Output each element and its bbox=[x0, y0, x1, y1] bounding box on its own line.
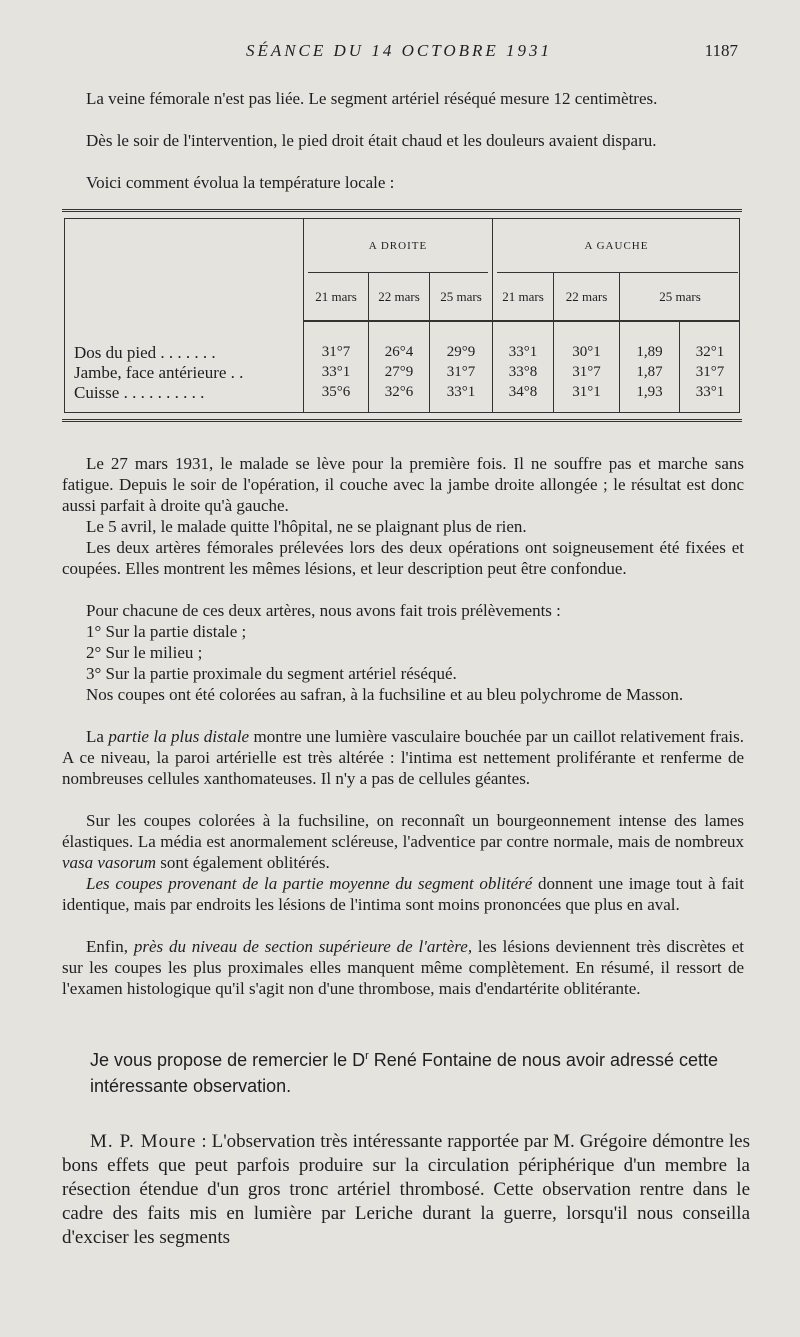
table-cell: 31°7 bbox=[572, 364, 601, 380]
row-label: Cuisse . . . . . . . . . . bbox=[74, 383, 205, 402]
discussion-paragraph: M. P. Moure : L'observation très intéressante rapportée par M. Grégoire démontre les bons effets que peut parfois produire sur la circulation périphérique d'un membre la résection étendue d'un gros tronc artériel thrombosé. Cette observation rentre dans le cadre des faits mis en lumière par Leriche durant la guerre, lorsqu'il nous conseilla d'exciser les segments bbox=[62, 1131, 750, 1248]
table-cell: 31°1 bbox=[572, 384, 601, 400]
speaker-name: M. P. Moure bbox=[90, 1131, 197, 1152]
column-header: 21 mars bbox=[315, 289, 357, 304]
group-header-right: A DROITE bbox=[368, 240, 428, 252]
column-header: 25 mars bbox=[659, 289, 701, 304]
body-paragraph: Sur les coupes colorées à la fuchsiline, on reconnaît un bourgeonnement intense des lames élastiques. La média est anormalement scléreuse, l'adventice par contre normale, mais de nombreux vasa vasorum sont également oblitérés. bbox=[62, 811, 744, 872]
list-item: 1° Sur la partie distale ; bbox=[86, 622, 247, 641]
group-header-left: A GAUCHE bbox=[584, 240, 649, 252]
table-cell: 1,93 bbox=[636, 384, 663, 400]
table-cell: 33°1 bbox=[508, 344, 538, 360]
table-cell: 35°6 bbox=[321, 384, 351, 400]
table-cell: 33°1 bbox=[695, 384, 725, 400]
table-cell: 31°7 bbox=[321, 344, 351, 360]
column-header: 25 mars bbox=[440, 289, 482, 304]
temperature-table bbox=[62, 209, 742, 422]
body-paragraph: Nos coupes ont été colorées au safran, à la fuchsiline et au bleu polychrome de Masson. bbox=[86, 685, 684, 704]
body-paragraph: Pour chacune de ces deux artères, nous avons fait trois prélèvements : bbox=[86, 601, 561, 620]
body-paragraph: Le 5 avril, le malade quitte l'hôpital, ne se plaignant plus de rien. bbox=[86, 517, 527, 536]
table-cell: 31°7 bbox=[695, 364, 725, 380]
column-header: 22 mars bbox=[565, 289, 608, 304]
table-cell: 32°1 bbox=[695, 344, 725, 360]
body-paragraph: Enfin, près du niveau de section supérieure de l'artère, les lésions deviennent très discrètes et sur les coupes les plus proximales elles manquent même complètement. En résumé, il ressort de l'examen histologique qu'il s'agit non d'une thrombose, mais d'endartérite oblitérante. bbox=[62, 937, 745, 998]
table-cell: 27°9 bbox=[384, 364, 414, 380]
body-paragraph: Les coupes provenant de la partie moyenne du segment oblitéré donnent une image tout à fait identique, mais par endroits les lésions de l'intima sont moins prononcées que plus en aval. bbox=[62, 874, 744, 914]
table-cell: 33°1 bbox=[446, 384, 476, 400]
table-cell: 34°8 bbox=[508, 384, 538, 400]
table-cell: 33°1 bbox=[321, 364, 351, 380]
table-cell: 29°9 bbox=[446, 344, 476, 360]
intro-paragraph-3: Voici comment évolua la température locale : bbox=[86, 173, 395, 192]
table-cell: 1,89 bbox=[636, 344, 663, 360]
row-label: Dos du pied . . . . . . . bbox=[74, 343, 216, 362]
table-cell: 1,87 bbox=[636, 364, 663, 380]
page-number: 1187 bbox=[704, 41, 738, 60]
page-header bbox=[60, 41, 738, 65]
body-paragraph: La partie la plus distale montre une lumière vasculaire bouchée par un caillot relativement frais. A ce niveau, la paroi artérielle est très altérée : l'intima est nettement proliférante et renferme de nombreuses cellules xanthomateuses. Il n'y a pas de cellules géantes. bbox=[62, 727, 745, 788]
body-paragraph: Le 27 mars 1931, le malade se lève pour la première fois. Il ne souffre pas et marche sans fatigue. Depuis le soir de l'opération, il couche avec la jambe droite allongée ; le résultat est donc aussi parfait à droite qu'à gauche. bbox=[62, 454, 744, 515]
intro-paragraph-2: Dès le soir de l'intervention, le pied droit était chaud et les douleurs avaient disparu. bbox=[86, 131, 657, 150]
body-paragraph: Les deux artères fémorales prélevées lors des deux opérations ont soigneusement été fixées et coupées. Elles montrent les mêmes lésions, et leur description peut être confondue. bbox=[62, 538, 744, 578]
column-header: 21 mars bbox=[502, 289, 544, 304]
table-cell: 30°1 bbox=[572, 344, 601, 360]
list-item: 3° Sur la partie proximale du segment artériel réséqué. bbox=[86, 664, 457, 683]
column-header: 22 mars bbox=[378, 289, 420, 304]
table-cell: 33°8 bbox=[508, 364, 538, 380]
table-cell: 26°4 bbox=[384, 344, 414, 360]
running-title: SÉANCE DU 14 OCTOBRE 1931 bbox=[245, 41, 553, 60]
conclusion-paragraph: Je vous propose de remercier le $D^r$ René Fontaine de nous avoir adressé cette intéressante observation. bbox=[90, 1050, 719, 1096]
intro-paragraph-1: La veine fémorale n'est pas liée. Le segment artériel réséqué mesure 12 centimètres. bbox=[86, 89, 658, 108]
table-cell: 31°7 bbox=[446, 364, 476, 380]
row-label: Jambe, face antérieure . . bbox=[74, 363, 244, 382]
list-item: 2° Sur le milieu ; bbox=[86, 643, 203, 662]
table-cell: 32°6 bbox=[384, 384, 414, 400]
